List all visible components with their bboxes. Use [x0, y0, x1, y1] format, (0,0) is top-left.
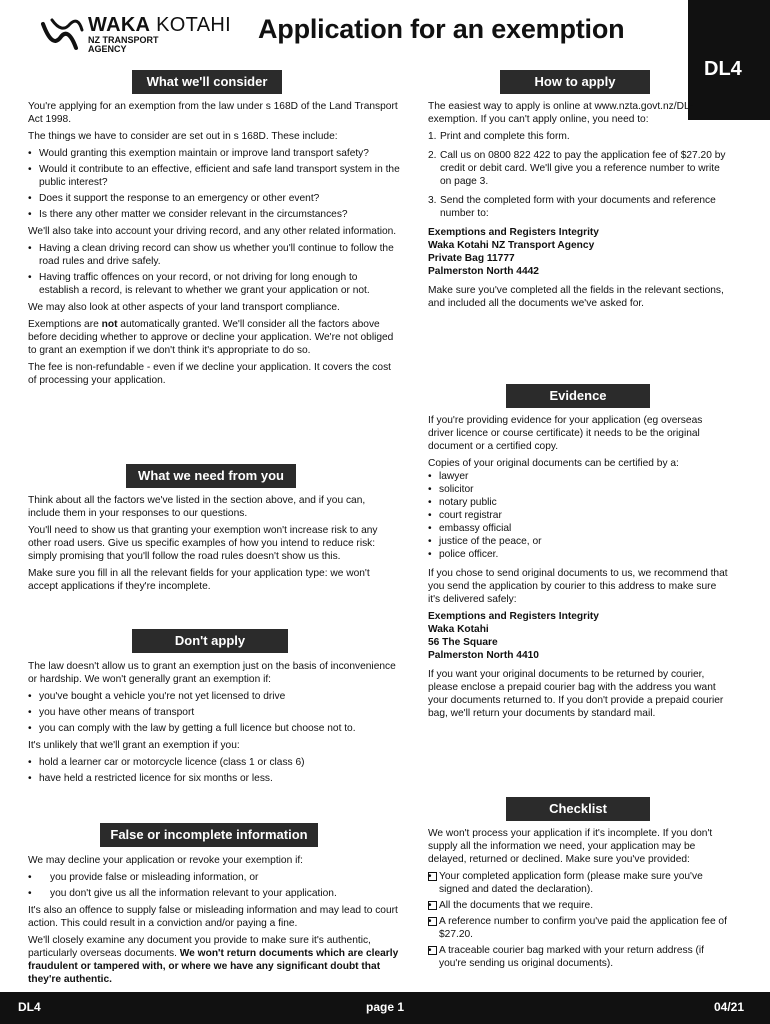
- list-item: • Having traffic offences on your record, or not driving for long enough to establish a record, is relevant to whether we grant your application or not.: [28, 271, 400, 297]
- list-item: • notary public: [428, 496, 728, 509]
- courier-address: Exemptions and Registers Integrity Waka Kotahi 56 The Square Palmerston North 4410: [428, 611, 599, 661]
- list-item: • court registrar: [428, 509, 728, 522]
- list-item: • you don't give us all the information relevant to your application.: [28, 887, 400, 900]
- logo-mark-icon: [40, 18, 84, 56]
- list-item: • Is there any other matter we consider relevant in the circumstances?: [28, 208, 400, 221]
- footer-page-number: page 1: [366, 1000, 405, 1014]
- logo-wordmark: WAKA KOTAHI: [88, 14, 231, 36]
- footer-date: 04/21: [713, 1000, 744, 1014]
- checkbox[interactable]: [428, 872, 437, 881]
- section-heading-checklist: Checklist: [506, 797, 650, 821]
- waka-kotahi-logo: [40, 14, 250, 60]
- false-info-section: We may decline your application or revoke your exemption if: • you provide false or misleading information, or • you don't give us all the information relevant to your application. It's also an offence to supply false or misleading information and may lead to court action. This could result in a conviction and/or paying a fine. We'll closely examine any document you provide to make sure it's authentic, particularly overseas documents. We won't return documents which are clearly fraudulent or tampered with, or where we have any significant doubt that they're authentic.: [28, 854, 400, 990]
- section-heading-consider: What we'll consider: [132, 70, 282, 94]
- list-item: • you've bought a vehicle you're not yet licensed to drive: [28, 690, 400, 703]
- step-item: 3. Send the completed form with your documents and reference number to:: [428, 195, 716, 219]
- logo-subtitle: NZ TRANSPORT AGENCY: [88, 35, 159, 54]
- dont-apply-section: The law doesn't allow us to grant an exemption just on the basis of inconvenience or hardship. We won't generally grant an exemption if: • you've bought a vehicle you're not yet licensed to drive • you have other means of transport • you can comply with the law by getting a full licence but choose not to. It's unlikely that we'll grant an exemption if you: • hold a learner car or motorcycle licence (class 1 or class 6) • have held a restricted licence for six months or less.: [28, 660, 400, 789]
- section-heading-false-info: False or incomplete information: [100, 823, 318, 847]
- checklist-item: • Your completed application form (please make sure you've signed and dated the declaration).: [428, 870, 728, 896]
- need-section: Think about all the factors we've listed in the section above, and if you can, include them in your responses to our questions. You'll need to show us that granting your exemption won't increase risk to any other road users. Give us specific examples of how you intend to reduce risk: simply promising that you'll follow the road rules doesn't show us this. Make sure you fill in all the relevant fields for your application type: we won't accept applications if they're incomplete.: [28, 495, 378, 592]
- section-heading-how-to-apply: How to apply: [500, 70, 650, 94]
- list-item: • Would it contribute to an effective, efficient and safe land transport system in the public interest?: [28, 163, 400, 189]
- list-item: • you have other means of transport: [28, 706, 400, 719]
- postal-address: Exemptions and Registers Integrity Waka Kotahi NZ Transport Agency Private Bag 11777 Palmerston North 4442: [428, 227, 599, 277]
- section-heading-evidence: Evidence: [506, 384, 650, 408]
- footer-form-code: DL4: [18, 1000, 41, 1014]
- checkbox[interactable]: [428, 946, 437, 955]
- list-item: • Having a clean driving record can show us whether you'll continue to follow the road rules and drive safely.: [28, 242, 400, 268]
- step-item: 2. Call us on 0800 822 422 to pay the application fee of $27.20 by credit or debit card. We'll give you a reference number to write on page 3.: [428, 150, 726, 187]
- list-item: • justice of the peace, or: [428, 535, 728, 548]
- consider-section: You're applying for an exemption from the law under s 168D of the Land Transport Act 1998. The things we have to consider are set out in s 168D. These include: • Would granting this exemption maintain or improve land transport safety? • Would it contribute to an effective, efficient and safe land transport system in the public interest? • Does it support the response to an emergency or other event? • Is there any other matter we consider relevant in the circumstances? We'll also take into account your driving record, and any other related information. • Having a clean driving record can show us whether you'll continue to follow the road rules and drive safely. • Having traffic offences on your record, or not driving for long enough to establish a record, is relevant to whether we grant your application or not. We may also look at other aspects of your land transport compliance. Exemptions are not automatically granted. We'll consider all the factors above before deciding whether to approve or decline your application. We're not obliged to grant an exemption if we don't think it's appropriate to do so. The fee is non-refundable - even if we decline your application. It covers the cost of processing your application.: [28, 100, 400, 391]
- page-footer: [0, 992, 770, 1024]
- section-heading-need: What we need from you: [126, 464, 296, 488]
- list-item: • have held a restricted licence for six months or less.: [28, 772, 400, 785]
- checkbox[interactable]: [428, 901, 437, 910]
- list-item: • embassy official: [428, 522, 728, 535]
- evidence-section: If you're providing evidence for your application (eg overseas driver licence or course certificate) it needs to be the original document or a certified copy. Copies of your original documents can be certified by a: • lawyer • solicitor • notary public • court registrar • embassy official • justice of the peace, or • police officer. If you chose to send original documents to us, we recommend that you send the application by courier to this address to make sure it's delivered safely: Exemptions and Registers Integrity Waka Kotahi 56 The Square Palmerston North 4410 If you want your original documents to be returned by courier, please enclose a prepaid courier bag with the address you want your documents returned to. If you don't provide a prepaid courier bag, we'll return your documents by standard mail.: [428, 414, 728, 724]
- list-item: • you can comply with the law by getting a full licence but choose not to.: [28, 722, 400, 735]
- list-item: • hold a learner car or motorcycle licence (class 1 or class 6): [28, 756, 400, 769]
- list-item: • lawyer: [428, 470, 728, 483]
- how-to-apply-section: The easiest way to apply is online at www.nzta.govt.nz/DL-exemption. If you can't apply online, you need to: 1. Print and complete this form. 2. Call us on 0800 822 422 to pay the application fee of $27.20 by credit or debit card. We'll give you a reference number to write on page 3. 3. Send the completed form with your documents and reference number to: Exemptions and Registers Integrity Waka Kotahi NZ Transport Agency Private Bag 11777 Palmerston North 4442 Make sure you've completed all the fields in the relevant sections, and included all the documents we've asked for.: [428, 100, 728, 314]
- list-item: • solicitor: [428, 483, 728, 496]
- list-item: • you provide false or misleading information, or: [28, 871, 400, 884]
- step-item: 1. Print and complete this form.: [428, 131, 570, 142]
- checklist-item: • All the documents that we require.: [428, 899, 728, 912]
- section-heading-dont-apply: Don't apply: [132, 629, 288, 653]
- page-title: Application for an exemption: [258, 14, 625, 44]
- checklist-item: • A reference number to confirm you've paid the application fee of $27.20.: [428, 915, 728, 941]
- list-item: • Would granting this exemption maintain or improve land transport safety?: [28, 147, 400, 160]
- checklist-item: • A traceable courier bag marked with your return address (if you're sending us original documents).: [428, 944, 728, 970]
- list-item: • Does it support the response to an emergency or other event?: [28, 192, 400, 205]
- checklist-section: We won't process your application if it's incomplete. If you don't supply all the information we need, your application may be delayed, returned or declined. Make sure you've provided: • Your completed application form (please make sure you've signed and dated the declaration). • All the documents that we require. • A reference number to confirm you've paid the application fee of $27.20. • A traceable courier bag marked with your return address (if you're sending us original documents).: [428, 827, 728, 974]
- list-item: • police officer.: [428, 548, 728, 561]
- form-code-tab: DL4: [688, 0, 770, 120]
- checkbox[interactable]: [428, 917, 437, 926]
